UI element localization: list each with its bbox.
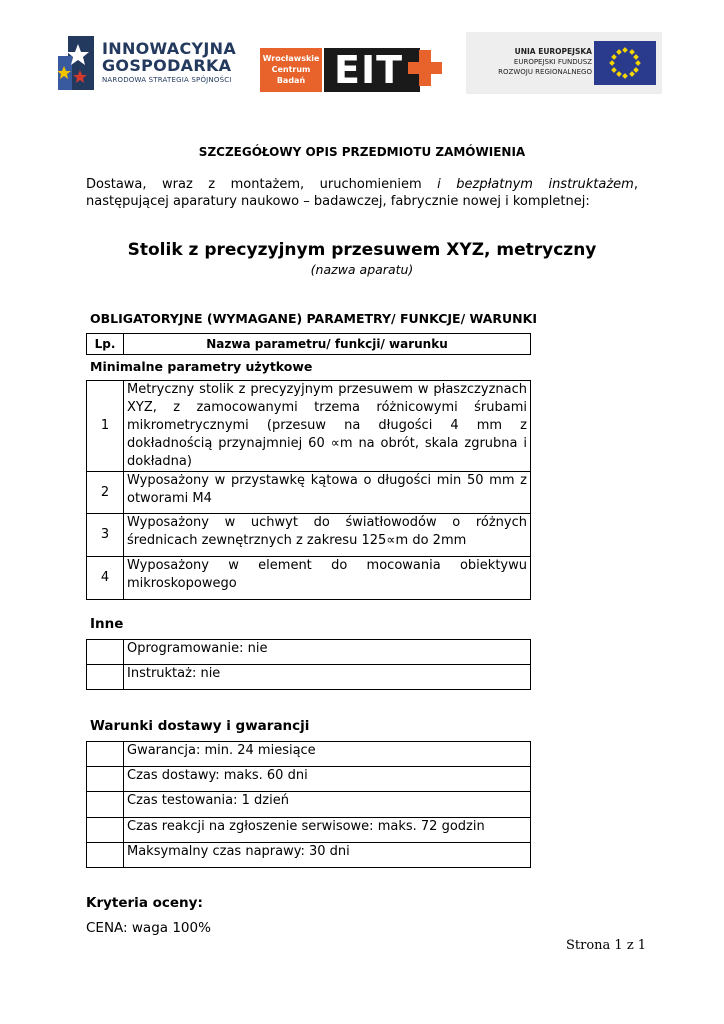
- eu-star-icon: [629, 71, 635, 77]
- row-text: Oprogramowanie: nie: [124, 640, 531, 665]
- intro-text-2: , następującej aparatury naukowo – badawczej, fabrycznie nowej i kompletnej:: [86, 177, 638, 209]
- obligatory-title: OBLIGATORYJNE (WYMAGANE) PARAMETRY/ FUNKCJE/ WARUNKI: [90, 311, 537, 326]
- eu-star-icon: [616, 71, 622, 77]
- row-number-empty: [87, 665, 124, 690]
- row-text: Czas reakcji na zgłoszenie serwisowe: maks. 72 godzin: [124, 818, 531, 843]
- eu-star-icon: [635, 60, 641, 66]
- row-number-empty: [87, 792, 124, 818]
- plus-vertical: [419, 50, 431, 86]
- row-text: Instruktaż: nie: [124, 665, 531, 690]
- row-number: 1: [87, 381, 124, 472]
- eu-line1: UNIA EUROPEJSKA: [514, 47, 592, 56]
- criteria-title: Kryteria oceny:: [86, 895, 203, 911]
- col-name: Nazwa parametru/ funkcji/ warunku: [124, 334, 531, 355]
- ig-title-line1: INNOWACYJNA: [102, 39, 237, 58]
- table-row: [87, 557, 531, 600]
- row-number: 4: [87, 557, 124, 600]
- device-subtitle: (nazwa aparatu): [310, 262, 414, 277]
- row-text: Metryczny stolik z precyzyjnym przesuwem w płaszczyznach XYZ, z zamocowanymi trzema różnicowymi śrubami mikrometrycznymi (przesuw na długości 4 mm z dokładnością przynajmniej 60 ∝m na obrót, skala zgrubna i dokładna): [124, 381, 531, 472]
- params-table: [86, 380, 531, 600]
- eu-star-icon: [616, 49, 622, 55]
- eu-star-icon: [629, 49, 635, 55]
- eu-star-icon: [609, 60, 615, 66]
- row-text: Wyposażony w element do mocowania obiektywu mikroskopowego: [124, 557, 531, 600]
- row-text: Wyposażony w uchwyt do światłowodów o różnych średnicach zewnętrznych z zakresu 125∝m do 2mm: [124, 514, 531, 557]
- eu-flag-icon: [594, 41, 656, 85]
- row-number: 3: [87, 514, 124, 557]
- device-name: Stolik z precyzyjnym przesuwem XYZ, metryczny: [127, 240, 597, 260]
- table-row: [87, 767, 531, 792]
- table-row: [87, 381, 531, 472]
- delivery-table: [86, 741, 531, 868]
- other-title: Inne: [90, 616, 124, 632]
- ig-emblem-icon: [58, 36, 94, 90]
- table-row: [87, 818, 531, 843]
- intro-paragraph: [86, 176, 638, 210]
- col-lp: Lp.: [87, 334, 124, 355]
- eu-star-icon: [633, 67, 639, 73]
- min-params-subtitle: Minimalne parametry użytkowe: [90, 359, 313, 374]
- row-text: Wyposażony w przystawkę kątowa o długości min 50 mm z otworami M4: [124, 472, 531, 514]
- eu-star-icon: [622, 47, 628, 53]
- eu-line3: ROZWOJU REGIONALNEGO: [498, 68, 592, 76]
- table-row: [87, 742, 531, 767]
- ig-title-line2: GOSPODARKA: [102, 56, 232, 75]
- intro-italic: i bezpłatnym instruktażem: [437, 177, 634, 192]
- row-text: Czas testowania: 1 dzień: [124, 792, 531, 818]
- row-text: Czas dostawy: maks. 60 dni: [124, 767, 531, 792]
- eu-star-icon: [611, 54, 617, 60]
- row-number-empty: [87, 742, 124, 767]
- wcb-line3: Badań: [276, 76, 306, 85]
- eu-line2: EUROPEJSKI FUNDUSZ: [513, 58, 592, 66]
- eit-plus-logo: [260, 48, 442, 92]
- row-number-empty: [87, 640, 124, 665]
- table-row: [87, 843, 531, 868]
- wcb-line2: Centrum: [271, 65, 311, 74]
- row-number-empty: [87, 843, 124, 868]
- eu-logo: [466, 32, 662, 94]
- obligatory-header-table: [86, 333, 531, 355]
- row-text: Maksymalny czas naprawy: 30 dni: [124, 843, 531, 868]
- criteria-price: CENA: waga 100%: [86, 920, 211, 936]
- intro-text-1: Dostawa, wraz z montażem, uruchomieniem: [86, 177, 438, 192]
- eu-star-icon: [633, 54, 639, 60]
- table-row: [87, 792, 531, 818]
- row-number-empty: [87, 767, 124, 792]
- other-table: [86, 639, 531, 690]
- page-heading: SZCZEGÓŁOWY OPIS PRZEDMIOTU ZAMÓWIENIA: [198, 145, 526, 159]
- innowacyjna-gospodarka-logo: [58, 34, 243, 92]
- table-row: [87, 665, 531, 690]
- ig-tagline: NARODOWA STRATEGIA SPÓJNOŚCI: [102, 76, 232, 84]
- wcb-line1: Wrocławskie: [262, 54, 320, 63]
- eu-star-icon: [622, 73, 628, 79]
- table-row: [87, 514, 531, 557]
- delivery-title: Warunki dostawy i gwarancji: [90, 718, 310, 734]
- row-number-empty: [87, 818, 124, 843]
- table-row: [87, 640, 531, 665]
- eit-mark: EIT: [324, 48, 420, 92]
- row-text: Gwarancja: min. 24 miesiące: [124, 742, 531, 767]
- table-row: [87, 472, 531, 514]
- page-number: Strona 1 z 1: [566, 938, 647, 953]
- row-number: 2: [87, 472, 124, 514]
- wcb-box: [260, 48, 322, 92]
- eu-star-icon: [611, 67, 617, 73]
